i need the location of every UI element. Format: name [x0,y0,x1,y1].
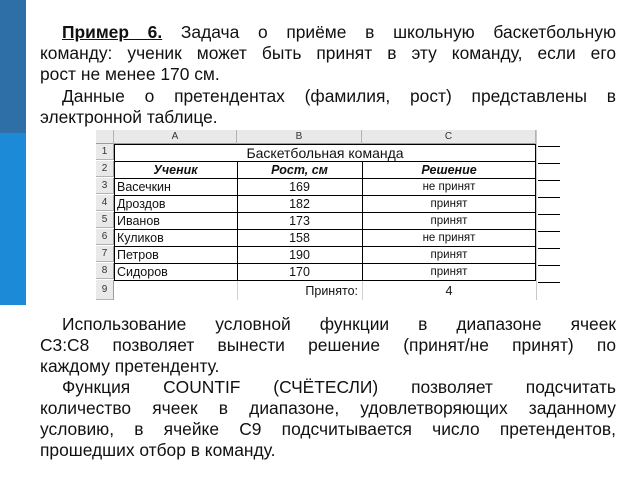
name-cell[interactable]: Иванов [117,214,160,228]
decision-cell[interactable]: принят [430,249,468,261]
grid-line [114,195,536,196]
select-all-corner[interactable] [96,130,114,144]
column-header-c[interactable]: C [362,130,536,144]
grid-line [114,229,536,230]
decision-cell[interactable]: не принят [422,232,476,244]
column-header-a[interactable]: A [114,130,237,144]
data-paragraph [40,86,616,128]
sheet-edge-stub [538,248,560,249]
name-cell[interactable]: Дроздов [117,197,166,211]
usage-line-1: Использование условной функции в диапазоне ячеек [62,314,616,334]
intro-line-3: рост не менее 170 см. [40,64,220,84]
intro-line-1: Пример 6. Задача о приёме в школьную баскетбольную [62,22,616,42]
sheet-edge-stub [538,146,560,147]
grid-line [237,281,238,300]
sheet-edge [536,130,537,300]
grid-line [114,144,115,281]
countif-line-4: прошедших отбор в команду. [40,440,276,460]
header-cell-decision[interactable]: Решение [421,163,477,177]
sheet-edge-stub [538,265,560,266]
row-header-6[interactable]: 6 [96,229,114,245]
height-cell[interactable]: 170 [289,265,310,279]
row-header-4[interactable]: 4 [96,195,114,211]
header-cell-student[interactable]: Ученик [153,163,198,177]
total-value-cell[interactable]: 4 [445,284,453,298]
countif-line-3: условию, в ячейке C9 подсчитывается число претендентов, [40,419,616,439]
data-line-1: Данные о претендентах (фамилия, рост) представлены в [62,86,616,106]
row-header-9[interactable]: 9 [96,280,114,300]
height-cell[interactable]: 169 [289,180,310,194]
grid-line [362,161,363,281]
decision-cell[interactable]: принят [430,215,468,227]
sheet-edge-stub [538,163,560,164]
sheet-edge-stub [538,214,560,215]
height-cell[interactable]: 190 [289,248,310,262]
row-header-1[interactable]: 1 [96,144,114,160]
grid-line [114,212,536,213]
sheet-edge-stub [538,282,560,283]
height-cell[interactable]: 173 [289,214,310,228]
data-line-2: электронной таблице. [40,107,218,127]
countif-line-1: Функция COUNTIF (СЧЁТЕСЛИ) позволяет подсчитать [62,377,616,397]
height-cell[interactable]: 158 [289,231,310,245]
row-header-2[interactable]: 2 [96,161,114,177]
row-header-8[interactable]: 8 [96,263,114,279]
grid-line [237,161,238,281]
grid-line [114,161,536,162]
name-cell[interactable]: Сидоров [117,265,168,279]
name-cell[interactable]: Петров [117,248,159,262]
countif-line-2: количество ячеек в диапазоне, удовлетворяющих заданному [40,398,616,418]
decision-cell[interactable]: принят [430,266,468,278]
decision-cell[interactable]: принят [430,198,468,210]
countif-paragraph [40,377,616,461]
accent-bar-top [0,0,26,133]
name-cell[interactable]: Васечкин [117,180,171,194]
row-header-5[interactable]: 5 [96,212,114,228]
grid-line [114,280,536,281]
spreadsheet [96,130,536,300]
row-header-3[interactable]: 3 [96,178,114,194]
decision-cell[interactable]: не принят [422,181,476,193]
height-cell[interactable]: 182 [289,197,310,211]
total-label-cell[interactable]: Принято: [305,284,358,298]
grid-line [114,246,536,247]
header-cell-height[interactable]: Рост, см [271,163,328,177]
grid-line [114,144,536,145]
intro-line-2: команду: ученик может быть принят в эту команду, если его [40,43,616,63]
example-label: Пример 6. [62,22,163,42]
row-header-7[interactable]: 7 [96,246,114,262]
intro-paragraph [40,22,616,85]
usage-line-3: каждому претенденту. [40,356,220,376]
usage-line-2: C3:C8 позволяет вынести решение (принят/не принят) по [40,335,616,355]
sheet-edge-stub [538,197,560,198]
usage-paragraph [40,314,616,377]
grid-line [114,263,536,264]
sheet-edge-stub [538,231,560,232]
table-title-cell[interactable]: Баскетбольная команда [246,145,404,161]
column-header-b[interactable]: B [237,130,362,144]
grid-line [362,281,363,300]
grid-line [114,178,536,179]
accent-bar-bottom [0,133,26,305]
sheet-edge-stub [538,180,560,181]
name-cell[interactable]: Куликов [117,231,164,245]
